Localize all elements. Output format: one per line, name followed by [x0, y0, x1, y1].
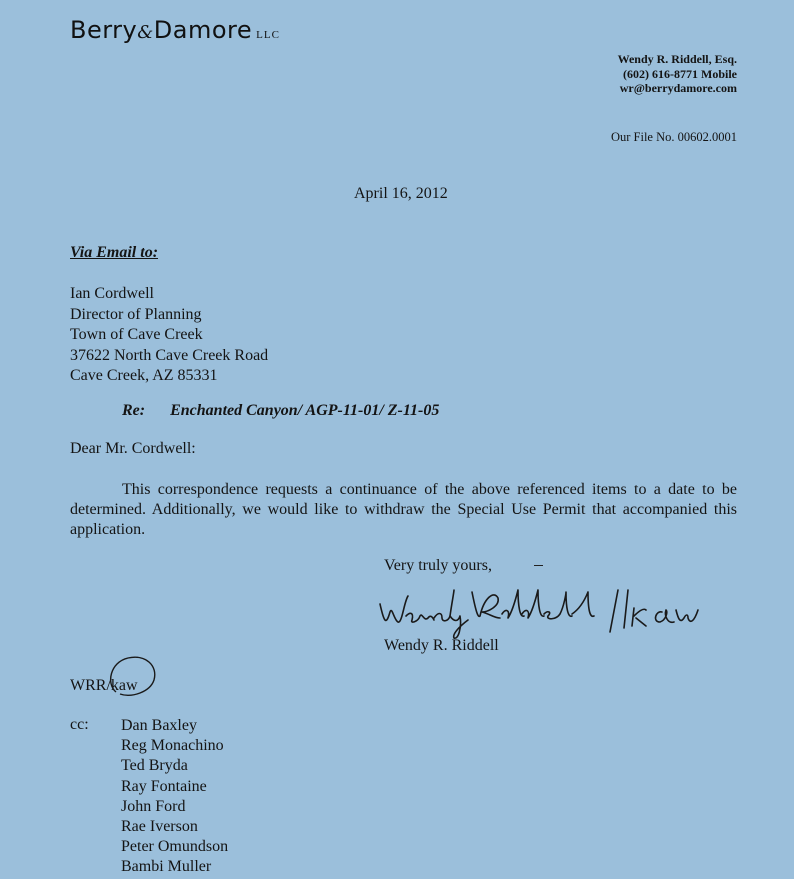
- cc-list: [121, 716, 228, 878]
- recipient-street: 37622 North Cave Creek Road: [70, 346, 269, 364]
- file-number: Our File No. 00602.0001: [610, 130, 737, 144]
- sender-name: Wendy R. Riddell, Esq.: [617, 52, 737, 66]
- sender-phone: (602) 616-8771 Mobile: [623, 66, 737, 81]
- salutation: Dear Mr. Cordwell:: [70, 440, 196, 457]
- cc-recipient: Ted Bryda: [121, 757, 188, 775]
- logo-ampersand: &: [137, 22, 154, 43]
- closing: Very truly yours,: [384, 557, 492, 574]
- recipient-title: Director of Planning: [70, 305, 202, 323]
- delivery-method-label: Via Email to:: [70, 244, 159, 261]
- subject-text: Enchanted Canyon/ AGP-11-01/ Z-11-05: [170, 402, 440, 419]
- cc-recipient: Ray Fontaine: [121, 777, 207, 795]
- letter-date: April 16, 2012: [354, 185, 448, 202]
- recipient-org: Town of Cave Creek: [70, 326, 203, 343]
- cc-recipient: Reg Monachino: [121, 737, 224, 755]
- logo-firm-left: Berry: [70, 16, 138, 44]
- cc-recipient: Peter Omundson: [121, 838, 229, 856]
- stray-mark: [534, 565, 543, 566]
- cc-recipient: Dan Baxley: [121, 717, 197, 734]
- recipient-city: Cave Creek, AZ 85331: [70, 367, 218, 384]
- initials-circle-mark: [102, 654, 160, 700]
- cc-recipient: John Ford: [121, 797, 186, 815]
- subject-line: [122, 402, 439, 420]
- cc-recipient: Bambi Muller: [121, 858, 212, 876]
- typist-initials: WRR/kaw: [70, 677, 138, 694]
- logo-firm-right: Damore: [153, 16, 253, 44]
- signer-name: Wendy R. Riddell: [384, 637, 499, 654]
- cc-label: cc:: [70, 716, 89, 733]
- cc-recipient: Rae Iverson: [121, 818, 198, 836]
- delivery-method: [70, 244, 158, 262]
- handwritten-signature: [372, 582, 722, 642]
- letter-body: [70, 480, 737, 540]
- recipient-name: Ian Cordwell: [70, 285, 154, 302]
- firm-logo: [70, 16, 280, 44]
- sender-email: wr@berrydamore.com: [619, 81, 737, 95]
- logo-suffix: LLC: [256, 29, 280, 41]
- recipient-address: [70, 284, 268, 387]
- sender-contact-block: [618, 52, 737, 96]
- subject-label: Re:: [122, 402, 146, 419]
- body-text: This correspondence requests a continuance of the above referenced items to a date to be determined. Additionally, we would like to withdraw the Special Use Permit that accompanied this application.: [70, 481, 737, 538]
